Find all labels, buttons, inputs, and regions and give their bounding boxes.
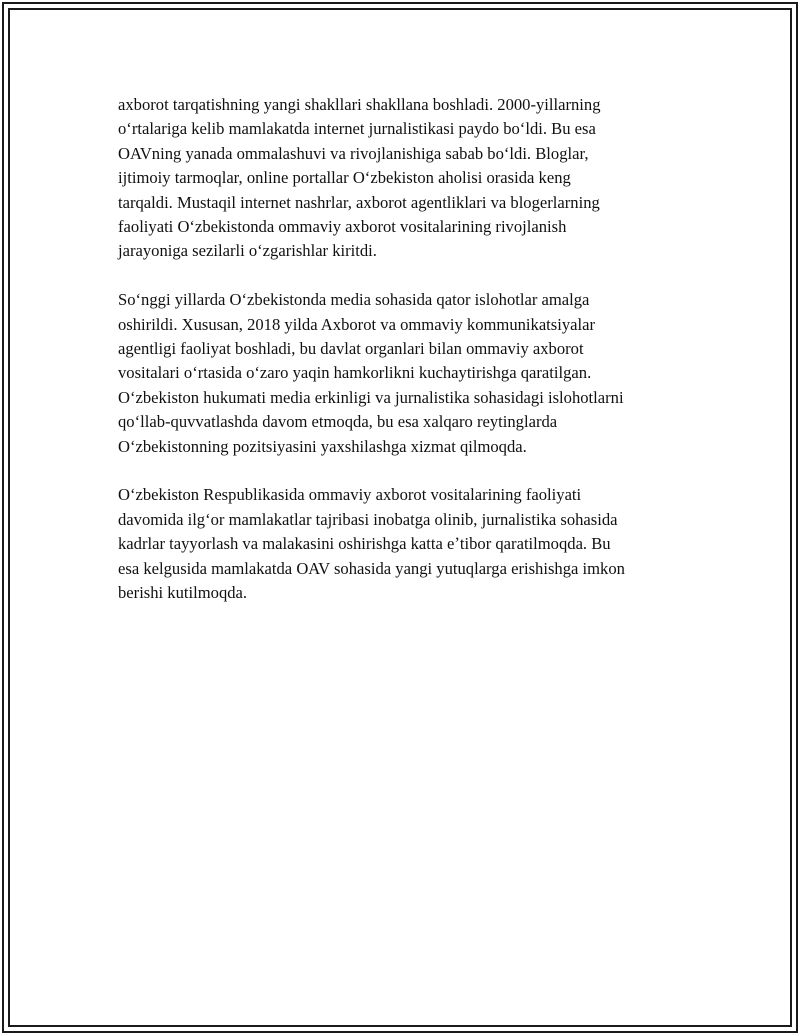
text-line: esa kelgusida mamlakatda OAV sohasida yangi yutuqlarga erishishga imkon [118, 558, 625, 578]
text-line: axborot tarqatishning yangi shakllari shakllana boshladi. 2000-yillarning [118, 95, 601, 114]
text-line: ijtimoiy tarmoqlar, online portallar Oʻzbekiston aholisi orasida keng [118, 168, 571, 188]
text-line: Oʻzbekiston hukumati media erkinligi va jurnalistika sohasidagi islohotlarni [118, 387, 624, 407]
text-line: faoliyati Oʻzbekistonda ommaviy axborot vositalarining rivojlanish [118, 217, 567, 237]
text-line: OAVning yanada ommalashuvi va rivojlanishiga sabab boʻldi. Bloglar, [118, 143, 589, 163]
text-line: agentligi faoliyat boshladi, bu davlat organlari bilan ommaviy axborot [118, 339, 584, 359]
text-line: qoʻllab-quvvatlashda davom etmoqda, bu esa xalqaro reytinglarda [118, 412, 558, 432]
text-line: Soʻnggi yillarda Oʻzbekistonda media sohasida qator islohotlar amalga [118, 290, 590, 310]
text-line: Oʻzbekistonning pozitsiyasini yaxshilashga xizmat qilmoqda. [118, 436, 527, 456]
paragraph-3 [118, 483, 688, 605]
text-line: davomida ilgʻor mamlakatlar tajribasi inobatga olinib, jurnalistika sohasida [118, 509, 618, 529]
text-line: oshirildi. Xususan, 2018 yilda Axborot va ommaviy kommunikatsiyalar [118, 314, 596, 334]
paragraph-1 [118, 93, 688, 264]
text-line: Oʻzbekiston Respublikasida ommaviy axborot vositalarining faoliyati [118, 485, 582, 505]
text-line: berishi kutilmoqda. [118, 583, 248, 603]
text-line: vositalari oʻrtasida oʻzaro yaqin hamkorlikni kuchaytirishga qaratilgan. [118, 363, 592, 383]
text-line: oʻrtalariga kelib mamlakatda internet jurnalistikasi paydo boʻldi. Bu esa [118, 119, 596, 139]
text-line: kadrlar tayyorlash va malakasini oshirishga katta eʼtibor qaratilmoqda. Bu [118, 534, 611, 554]
text-line: jarayoniga sezilarli oʻzgarishlar kiritdi. [118, 241, 377, 261]
text-line: tarqaldi. Mustaqil internet nashrlar, axborot agentliklari va blogerlarning [118, 192, 600, 212]
document-body [118, 93, 688, 630]
paragraph-2 [118, 288, 688, 459]
